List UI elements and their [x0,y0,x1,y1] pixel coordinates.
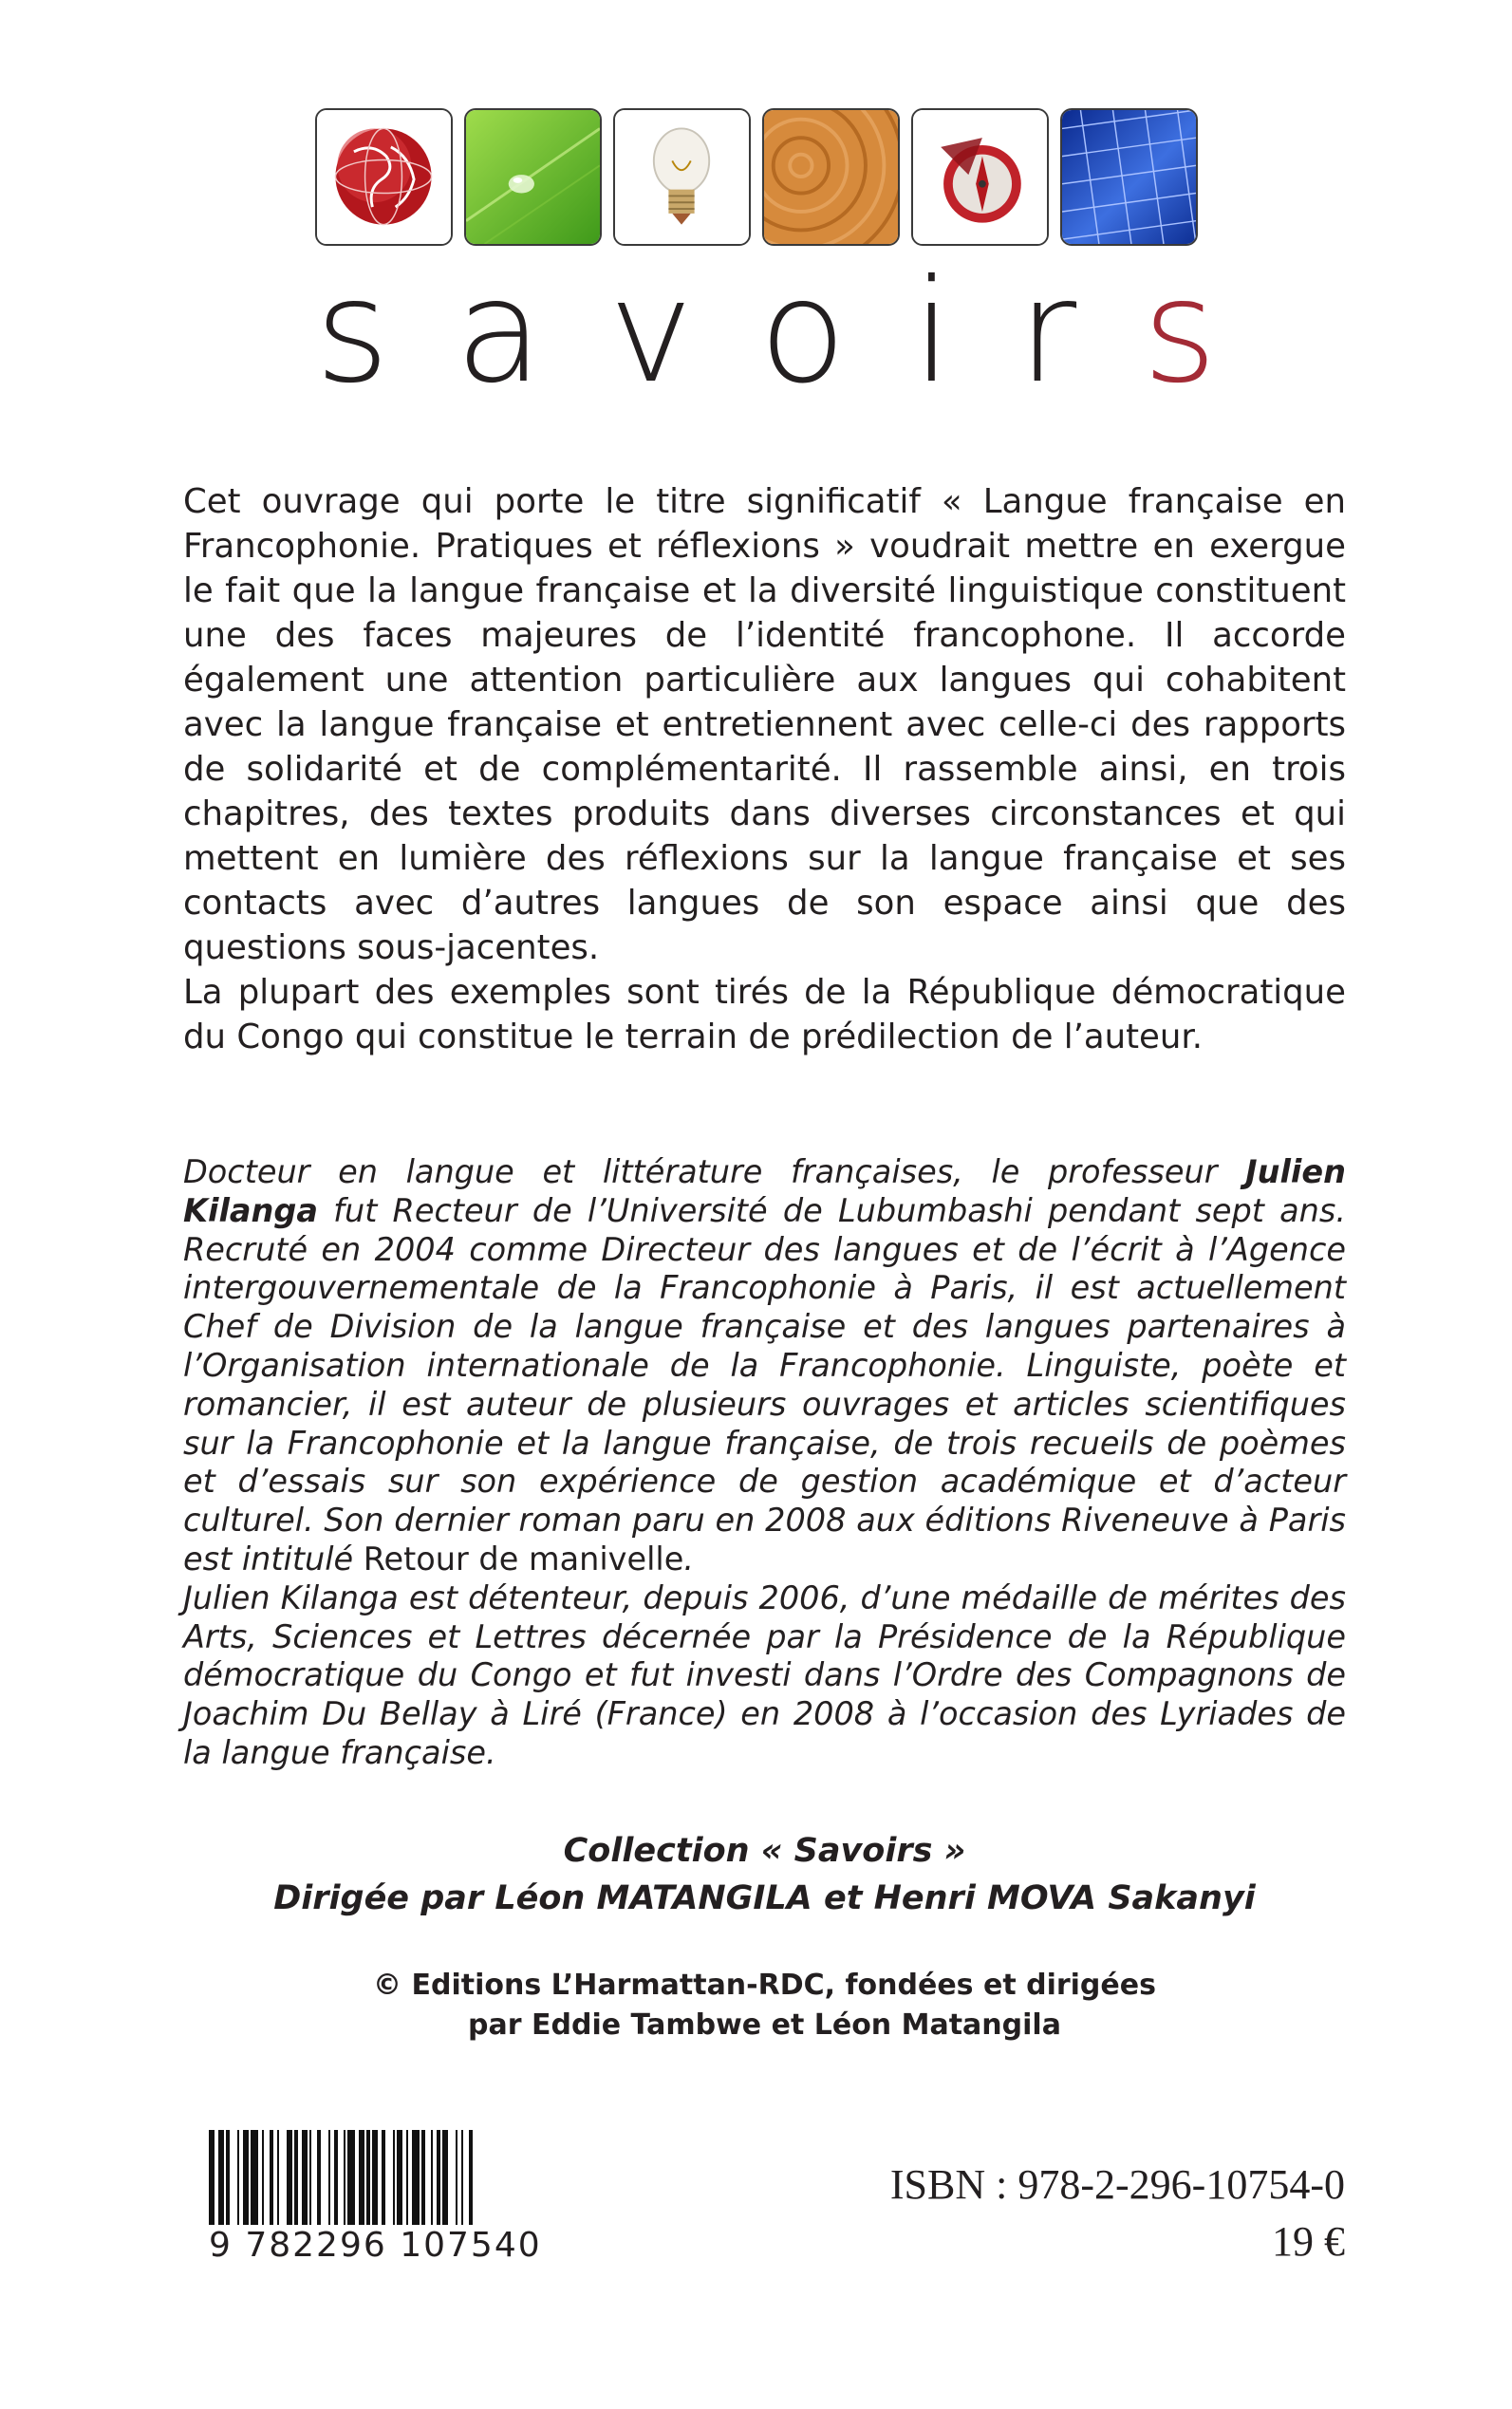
barcode-bar [393,2130,395,2225]
bio-paragraph: Julien Kilanga est détenteur, depuis 2006, d’une médaille de mérites des Arts, Sciences et Lettres décernée par la Présidence de la République démocratique du Congo et fut investi dans l’Ordre des Compagnons de Joachim Du Bellay à Liré (France) en 2008 à l’occasion des Lyriades de la langue française. [183,1578,1346,1771]
tile-leaf [464,108,602,246]
barcode-bar [372,2130,378,2225]
wordmark-letter: v [608,250,694,415]
tile-bulb [613,108,751,246]
wordmark-letter: a [455,250,543,415]
tile-wood [762,108,900,246]
tile-compass [911,108,1049,246]
barcode-digits: 9 782296 107540 [209,2226,542,2265]
barcode-bar [456,2130,457,2225]
barcode-bar [277,2130,279,2225]
barcode-bar [226,2130,230,2225]
barcode-bar [251,2130,258,2225]
isbn: ISBN : 978-2-296-10754-0 [889,2161,1345,2208]
barcode-bar [382,2130,385,2225]
series-image-strip [315,108,1198,246]
barcode-bar [287,2130,292,2225]
blurb-paragraph: La plupart des exemples sont tirés de la République démocratique du Congo qui constitue le terrain de prédilection de l’auteur. [183,973,1346,1056]
author-biography [183,1153,1346,1773]
tree-rings-icon [764,110,898,244]
barcode-bar [461,2130,463,2225]
tile-globe [315,108,453,246]
barcode-bar [442,2130,448,2225]
barcode-bar [397,2130,402,2225]
blurb-paragraph: Cet ouvrage qui porte le titre significatif « Langue française en Francophonie. Pratiques et réflexions » voudrait mettre en exergue le fait que la langue française et la diversité linguistique constituent une des faces majeures de l’identité francophone. Il accorde également une attention particulière aux langues qui cohabitent avec la langue française et entretiennent avec celle-ci des rapports de solidarité et de complémentarité. Il rassemble ainsi, en trois chapitres, des textes produits dans diverses circonstances et qui mettent en lumière des réflexions sur la langue française et ses contacts avec d’autres langues de son espace ainsi que des questions sous-jacentes. [183,482,1346,967]
barcode-bar [328,2130,330,2225]
barcode-bars [209,2130,539,2225]
publisher-line: par Eddie Tambwe et Léon Matangila [468,2008,1061,2042]
barcode-bar [209,2130,215,2225]
barcode-bar [437,2130,440,2225]
water-drop-leaf-icon [466,110,600,244]
barcode-bar [302,2130,308,2225]
barcode-bar [218,2130,224,2225]
wordmark-letter: s [315,250,390,415]
barcode-bar [347,2130,355,2225]
barcode-bar [262,2130,264,2225]
tile-solar [1060,108,1198,246]
barcode-bar [406,2130,408,2225]
barcode-bar [366,2130,370,2225]
novel-title: Retour de manivelle [363,1540,684,1578]
barcode-bar [334,2130,338,2225]
barcode-bar [243,2130,249,2225]
bio-period: . [683,1540,694,1578]
publisher-line: © Editions L’Harmattan-RDC, fondées et dirigées [373,1969,1156,2002]
barcode-bar [270,2130,273,2225]
compass-icon [913,110,1047,244]
price: 19 € [1272,2218,1345,2265]
globe-icon [317,110,451,244]
bio-intro: Docteur en langue et littérature françaises, le professeur [183,1153,1246,1190]
barcode-bar [317,2130,321,2225]
barcode-bar [309,2130,311,2225]
wordmark-accent-letter: s [1142,250,1217,415]
barcode-bar [359,2130,364,2225]
collection-directors: Dirigée par Léon MATANGILA et Henri MOVA Sakanyi [273,1879,1256,1917]
barcode-bar [344,2130,345,2225]
book-blurb [183,479,1346,1059]
light-bulb-icon [615,110,749,244]
bio-paragraph [183,1153,1346,1579]
barcode-bar [431,2130,433,2225]
collection-title: Collection « Savoirs » [563,1832,966,1870]
barcode-bar [412,2130,420,2225]
barcode-bar [294,2130,298,2225]
bio-body: fut Recteur de l’Université de Lubumbashi pendant sept ans. Recruté en 2004 comme Directeur des langues et de l’écrit à l’Agence intergouvernementale de la Francophonie à Paris, il est actuellement Chef de Division de la langue française et des langues partenaires à l’Organisation internationale de la Francophonie. Linguiste, poète et romancier, il est auteur de plusieurs ouvrages et articles scientifiques sur la Francophonie et la langue française, de trois recueils de poèmes et d’essais sur son expérience de gestion académique et d’acteur culturel. Son dernier roman paru en 2008 aux éditions Riveneuve à Paris est intitulé [183,1191,1346,1578]
author-name: Julien Kilanga [183,1153,1346,1229]
barcode-bar [421,2130,425,2225]
wordmark-letter: i [912,250,952,415]
barcode-bar [237,2130,239,2225]
barcode-bar [469,2130,473,2225]
wordmark-letter: r [1017,250,1077,415]
wordmark-letter: o [758,250,847,415]
series-wordmark [315,250,1217,415]
solar-panel-icon [1062,110,1196,244]
